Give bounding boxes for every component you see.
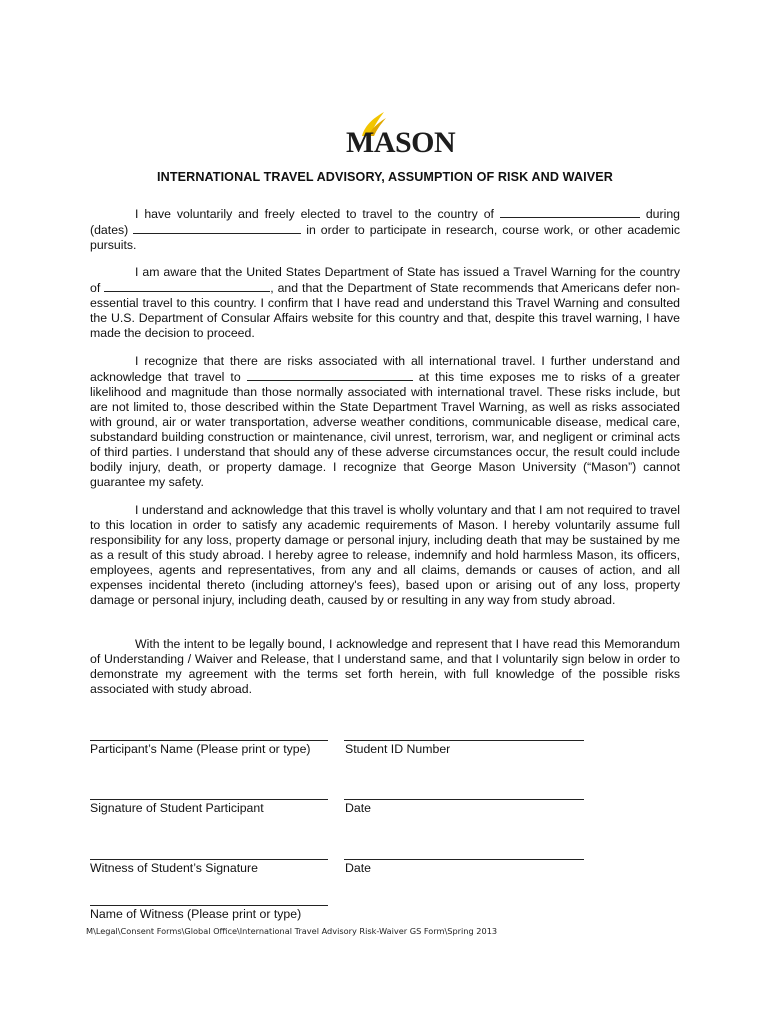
date-label-2: Date bbox=[345, 861, 371, 875]
p1-text-a: I have voluntarily and freely elected to travel to the country of bbox=[135, 207, 494, 221]
dates-blank[interactable] bbox=[133, 222, 301, 234]
country-blank-1[interactable] bbox=[500, 206, 640, 218]
p2-text-a: I am aware that the United States Department of State has issued a Travel Warning for the country of bbox=[90, 265, 680, 295]
student-id-line[interactable] bbox=[344, 740, 584, 741]
paragraph-2 bbox=[90, 265, 680, 341]
paragraph-1 bbox=[90, 206, 680, 253]
student-id-label: Student ID Number bbox=[345, 742, 451, 756]
paragraph-5: With the intent to be legally bound, I acknowledge and represent that I have read this Memorandum of Understanding / Waiver and Release, that I understand same, and that I voluntarily sign below in order to demonstrate my agreement with the terms set forth herein, with full knowledge of the possible risks associated with study abroad. bbox=[90, 637, 680, 696]
destination-blank[interactable] bbox=[247, 369, 413, 381]
participant-name-label: Participant’s Name (Please print or type) bbox=[90, 742, 311, 756]
paragraph-4: I understand and acknowledge that this travel is wholly voluntary and that I am not required to travel to this location in order to satisfy any academic requirements of Mason. I hereby voluntarily assume full responsibility for any loss, property damage or personal injury, including death that may be sustained by me as a result of this study abroad. I hereby agree to release, indemnify and hold harmless Mason, its officers, employees, agents and representatives, from any and all claims, demands or causes of action, and all expenses incidental thereto (including attorney's fees), based upon or arising out of any loss, property damage or personal injury, including death, caused by or resulting in any way from study abroad. bbox=[90, 503, 680, 607]
p2-text-b: , and that the Department of State recommends that Americans defer non-essential travel to this country. I confirm that I have read and understand this Travel Warning and consulted the U.S. Department of Consular Affairs website for this country and that, despite this travel warning, I have made the decision to proceed. bbox=[90, 281, 680, 340]
participant-name-line[interactable] bbox=[90, 740, 328, 741]
student-signature-label: Signature of Student Participant bbox=[90, 801, 264, 815]
paragraph-3 bbox=[90, 354, 680, 490]
witness-name-label: Name of Witness (Please print or type) bbox=[90, 907, 302, 921]
witness-signature-label: Witness of Student’s Signature bbox=[90, 861, 258, 875]
logo-wordmark: MASON bbox=[346, 126, 456, 159]
mason-logo bbox=[340, 108, 456, 160]
date-line-1[interactable] bbox=[344, 799, 584, 800]
p1-text-b: during (dates) bbox=[90, 207, 680, 237]
date-label-1: Date bbox=[345, 801, 371, 815]
footer-file-path: M\Legal\Consent Forms\Global Office\International Travel Advisory Risk-Waiver GS Form\Spring 2013 bbox=[86, 926, 498, 936]
witness-name-line[interactable] bbox=[90, 905, 328, 906]
country-blank-2[interactable] bbox=[104, 280, 270, 292]
witness-signature-line[interactable] bbox=[90, 859, 328, 860]
student-signature-line[interactable] bbox=[90, 799, 328, 800]
document-title: INTERNATIONAL TRAVEL ADVISORY, ASSUMPTION OF RISK AND WAIVER bbox=[157, 170, 613, 184]
p1-text-c: in order to participate in research, course work, or other academic pursuits. bbox=[90, 223, 680, 252]
p3-text-b: at this time exposes me to risks of a greater likelihood and magnitude than those normally associated with international travel. These risks include, but are not limited to, those described within the State Department Travel Warning, as well as risks associated with ground, air or water transportation, adverse weather conditions, communicable disease, medical care, substandard building construction or maintenance, civil unrest, terrorism, war, and negligent or criminal acts of third parties. I understand that should any of these adverse circumstances occur, the result could include bodily injury, death, or property damage. I recognize that George Mason University (“Mason”) cannot guarantee my safety. bbox=[90, 370, 681, 489]
p3-text-a: I recognize that there are risks associated with all international travel. I further understand and acknowledge that travel to bbox=[90, 354, 680, 384]
date-line-2[interactable] bbox=[344, 859, 584, 860]
